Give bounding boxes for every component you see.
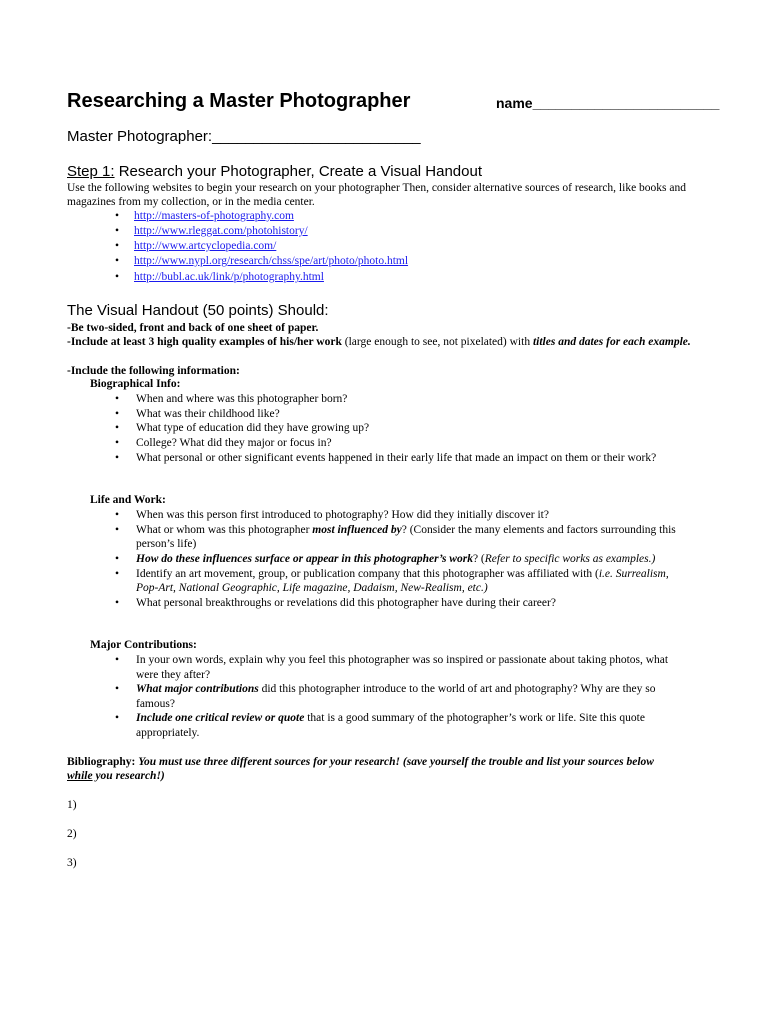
- master-photographer-blank-line: _________________________: [212, 128, 421, 145]
- source-number-2: 2): [67, 828, 77, 840]
- list-item-emphasis: How do these influences surface or appear in this photographer’s work: [136, 552, 473, 565]
- requirement-examples: [67, 335, 707, 349]
- website-link[interactable]: http://masters-of-photography.com: [134, 210, 294, 222]
- source-number-3: 3): [67, 857, 77, 869]
- requirement-two-sided: -Be two-sided, front and back of one sheet of paper.: [67, 322, 319, 334]
- list-item-text: did this photographer introduce to the world of art and photography? Why are they so famous?: [136, 683, 656, 710]
- name-blank-line: ________________________: [532, 95, 720, 111]
- bibliography-text-end: you research!): [92, 770, 165, 782]
- list-item: • What was their childhood like?: [112, 407, 682, 422]
- step1-intro: Use the following websites to begin your research on your photographer Then, consider alternative sources of research, like books and magazines from my collection, or in the media center.: [67, 182, 687, 208]
- contributions-question-list: [112, 653, 682, 741]
- list-item-text: ? (Consider the many elements and factors surrounding this person’s life): [136, 523, 676, 551]
- requirement-information: -Include the following information:: [67, 365, 240, 377]
- list-item: [112, 682, 682, 711]
- list-item-emphasis: Include one critical review or quote: [136, 712, 305, 725]
- list-item: [112, 269, 408, 286]
- list-item-text: What or whom was this photographer: [136, 523, 313, 536]
- name-label: name: [496, 95, 533, 111]
- name-field: [496, 95, 719, 111]
- life-work-heading: Life and Work:: [90, 494, 166, 506]
- step1-heading: [67, 163, 482, 180]
- life-work-question-list: [112, 508, 682, 610]
- source-number-1: 1): [67, 799, 77, 811]
- list-item-emphasis: most influenced by: [312, 523, 402, 536]
- requirement-examples-note: (large enough to see, not pixelated) with: [341, 336, 533, 348]
- website-link[interactable]: http://www.rleggat.com/photohistory/: [134, 225, 308, 237]
- step1-title: Research your Photographer, Create a Visual Handout: [114, 163, 482, 180]
- contributions-heading: Major Contributions:: [90, 639, 197, 651]
- list-item: • What type of education did they have growing up?: [112, 421, 682, 436]
- list-item: [112, 209, 408, 224]
- biographical-heading: Biographical Info:: [90, 378, 181, 390]
- list-item: [112, 552, 682, 567]
- list-item-text: that is a good summary of the photographer’s work or life. Site this quote appropriately.: [136, 712, 645, 739]
- requirement-examples-main: -Include at least 3 high quality examples of his/her work: [67, 336, 342, 348]
- list-item: [112, 224, 408, 239]
- website-link[interactable]: http://www.artcyclopedia.com/: [134, 240, 277, 252]
- website-link[interactable]: http://bubl.ac.uk/link/p/photography.html: [134, 271, 324, 283]
- list-item: [112, 239, 408, 254]
- list-item-text: Identify an art movement, group, or publication company that this photographer was affiliated with (: [136, 567, 599, 580]
- list-item: • In your own words, explain why you feel this photographer was so inspired or passionate about taking photos, what were they after?: [112, 653, 682, 682]
- page-title: Researching a Master Photographer: [67, 90, 411, 112]
- list-item: • When was this person first introduced to photography? How did they initially discover it?: [112, 508, 682, 523]
- list-item-italic: i.e. Surrealism, Pop-Art, National Geographic, Life magazine, Dadaism, New-Realism, etc.): [136, 567, 669, 595]
- master-photographer-field: [67, 128, 421, 145]
- website-link-list: [112, 209, 408, 286]
- list-item: [112, 711, 682, 740]
- list-item-italic: Refer to specific works as examples.): [484, 552, 656, 565]
- list-item: [112, 254, 408, 269]
- master-photographer-label: Master Photographer:: [67, 128, 213, 145]
- list-item: • What personal or other significant events happened in their early life that made an impact on them or their work?: [112, 451, 682, 466]
- step1-label: Step 1:: [67, 163, 115, 180]
- website-link[interactable]: http://www.nypl.org/research/chss/spe/art/photo/photo.html: [134, 255, 409, 267]
- bibliography-while: while: [67, 770, 93, 782]
- list-item-text: ? (: [472, 552, 485, 565]
- list-item: [112, 567, 682, 596]
- bibliography-text: You must use three different sources for your research! (save yourself the trouble and list your sources below: [138, 756, 654, 768]
- biographical-question-list: [112, 392, 682, 465]
- visual-handout-heading: The Visual Handout (50 points) Should:: [67, 302, 329, 319]
- bibliography-label: Bibliography:: [67, 756, 139, 768]
- bibliography-instructions: [67, 755, 667, 783]
- list-item: • When and where was this photographer born?: [112, 392, 682, 407]
- list-item: • College? What did they major or focus in?: [112, 436, 682, 451]
- list-item: • What personal breakthroughs or revelations did this photographer have during their career?: [112, 596, 682, 611]
- requirement-examples-titles: titles and dates for each example.: [532, 336, 691, 348]
- list-item-emphasis: What major contributions: [136, 683, 259, 696]
- list-item: [112, 523, 682, 552]
